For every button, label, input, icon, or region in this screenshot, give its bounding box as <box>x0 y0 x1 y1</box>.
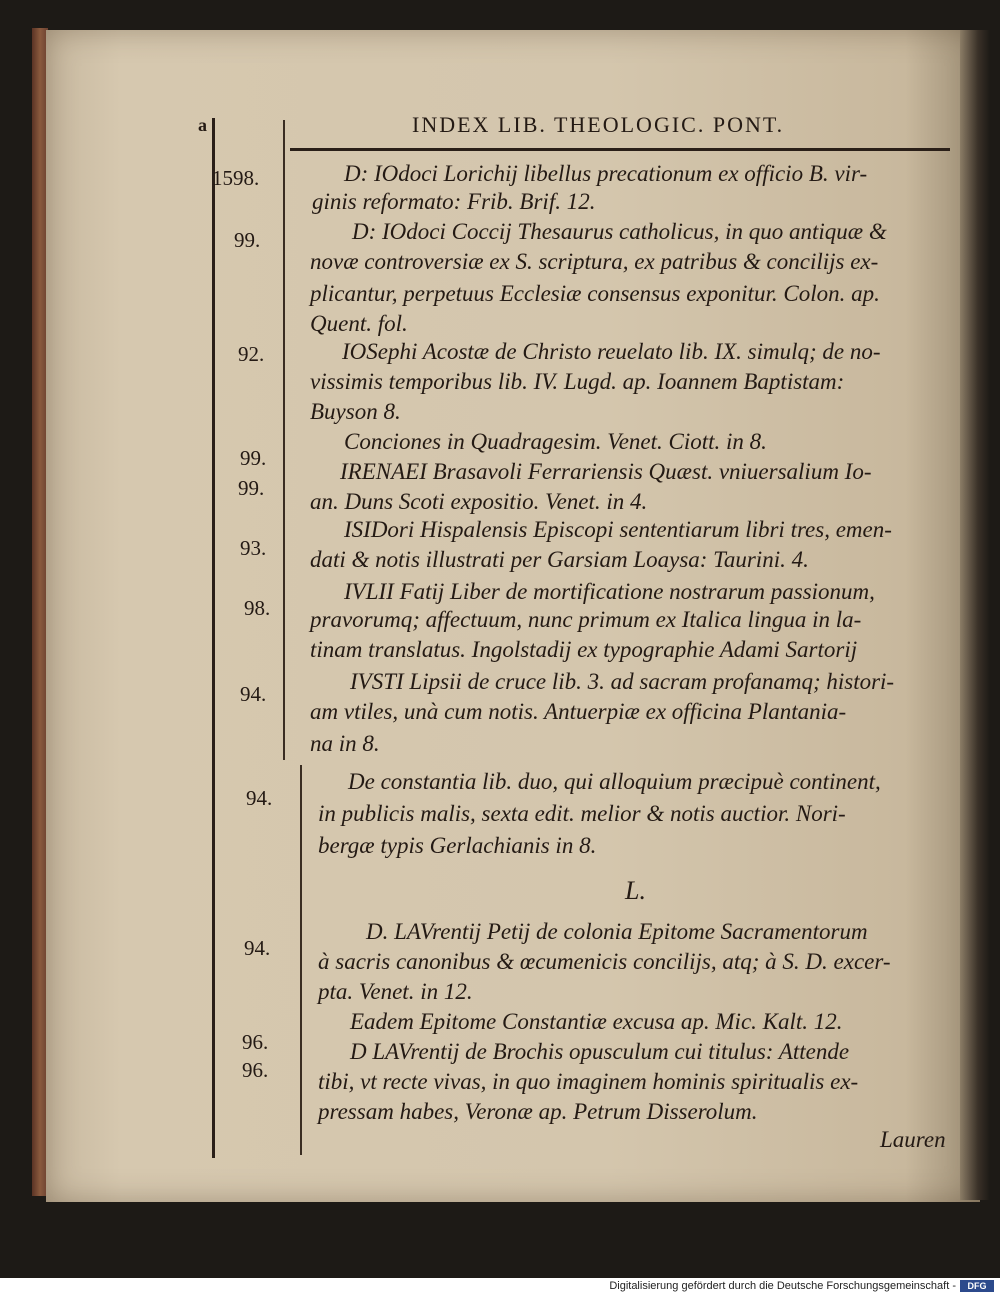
margin-rule-right-lower <box>300 765 302 1155</box>
header-rule <box>290 148 950 151</box>
year-label: 99. <box>238 476 265 500</box>
year-label: 94. <box>244 936 271 960</box>
year-label: 92. <box>238 342 265 366</box>
year-label: 96. <box>242 1058 269 1082</box>
year-label: 94. <box>240 682 267 706</box>
entry-line: in publicis malis, sexta edit. melior & notis auctior. Nori- <box>318 801 846 826</box>
section-letter: L. <box>625 876 646 905</box>
entry-line: ISIDori Hispalensis Episcopi sententiarum libri tres, emen- <box>344 517 892 542</box>
entry-line: D: IOdoci Lorichij libellus precationum ex officio B. vir- <box>344 161 868 186</box>
year-label: 93. <box>240 536 267 560</box>
entry-line: De constantia lib. duo, qui alloquium præcipuè continent, <box>348 769 881 794</box>
year-label: 99. <box>240 446 267 470</box>
year-label: 98. <box>244 596 271 620</box>
entry-line: tinam translatus. Ingolstadij ex typographie Adami Sartorij <box>310 637 858 662</box>
margin-rule-left <box>212 118 215 1158</box>
footer-credit: Digitalisierung gefördert durch die Deutsche Forschungsgemeinschaft - <box>609 1280 956 1292</box>
entry-line: à sacris canonibus & œcumenicis concilijs, atq; à S. D. excer- <box>318 949 891 974</box>
entry-line: tibi, vt recte vivas, in quo imaginem hominis spiritualis ex- <box>318 1069 859 1094</box>
entry-line: pta. Venet. in 12. <box>318 979 473 1004</box>
entry-line: vissimis temporibus lib. IV. Lugd. ap. Ioannem Baptistam: <box>310 369 845 394</box>
running-head: INDEX LIB. THEOLOGIC. PONT. <box>412 112 785 137</box>
entry-line: Quent. fol. <box>310 311 408 336</box>
year-label: 1598. <box>212 166 260 190</box>
entry-line: Eadem Epitome Constantiæ excusa ap. Mic. Kalt. 12. <box>350 1009 843 1034</box>
entry-line: dati & notis illustrati per Garsiam Loaysa: Taurini. 4. <box>310 547 809 572</box>
page-gutter-shadow <box>960 30 990 1200</box>
entry-line: D LAVrentij de Brochis opusculum cui titulus: Attende <box>350 1039 850 1064</box>
entry-line: pravorumq; affectuum, nunc primum ex Italica lingua in la- <box>310 607 862 632</box>
entry-line: D: IOdoci Coccij Thesaurus catholicus, in quo antiquæ & <box>352 219 887 244</box>
entry-line: Conciones in Quadragesim. Venet. Ciott. in 8. <box>344 429 767 454</box>
year-label: 99. <box>234 228 261 252</box>
entry-line: IVSTI Lipsii de cruce lib. 3. ad sacram profanamq; histori- <box>350 669 895 694</box>
year-label: 96. <box>242 1030 269 1054</box>
entry-line: bergæ typis Gerlachianis in 8. <box>318 833 597 858</box>
margin-rule-right <box>283 120 285 760</box>
dfg-logo-icon: DFG <box>960 1280 994 1292</box>
entry-line: an. Duns Scoti expositio. Venet. in 4. <box>310 489 648 514</box>
entry-line: plicantur, perpetuus Ecclesiæ consensus exponitur. Colon. ap. <box>310 281 880 306</box>
entry-line: IRENAEI Brasavoli Ferrariensis Quæst. vniuersalium Io- <box>340 459 872 484</box>
entry-line: IOSephi Acostæ de Christo reuelato lib. IX. simulq; de no- <box>342 339 881 364</box>
entry-line: ginis reformato: Frib. Brif. 12. <box>312 189 596 214</box>
entry-line: novæ controversiæ ex S. scriptura, ex patribus & concilijs ex- <box>310 249 879 274</box>
entry-line: Buyson 8. <box>310 399 401 424</box>
signature-mark: a <box>198 115 207 135</box>
footer-bar <box>0 1278 1000 1295</box>
entry-line: IVLII Fatij Liber de mortificatione nostrarum passionum, <box>344 579 875 604</box>
entry-line: pressam habes, Veronæ ap. Petrum Disserolum. <box>318 1099 758 1124</box>
year-label: 94. <box>246 786 273 810</box>
entry-line: na in 8. <box>310 731 380 756</box>
entry-line: am vtiles, unà cum notis. Antuerpiæ ex officina Plantania- <box>310 699 847 724</box>
catchword: Lauren <box>880 1127 946 1152</box>
entry-line: D. LAVrentij Petij de colonia Epitome Sacramentorum <box>366 919 868 944</box>
